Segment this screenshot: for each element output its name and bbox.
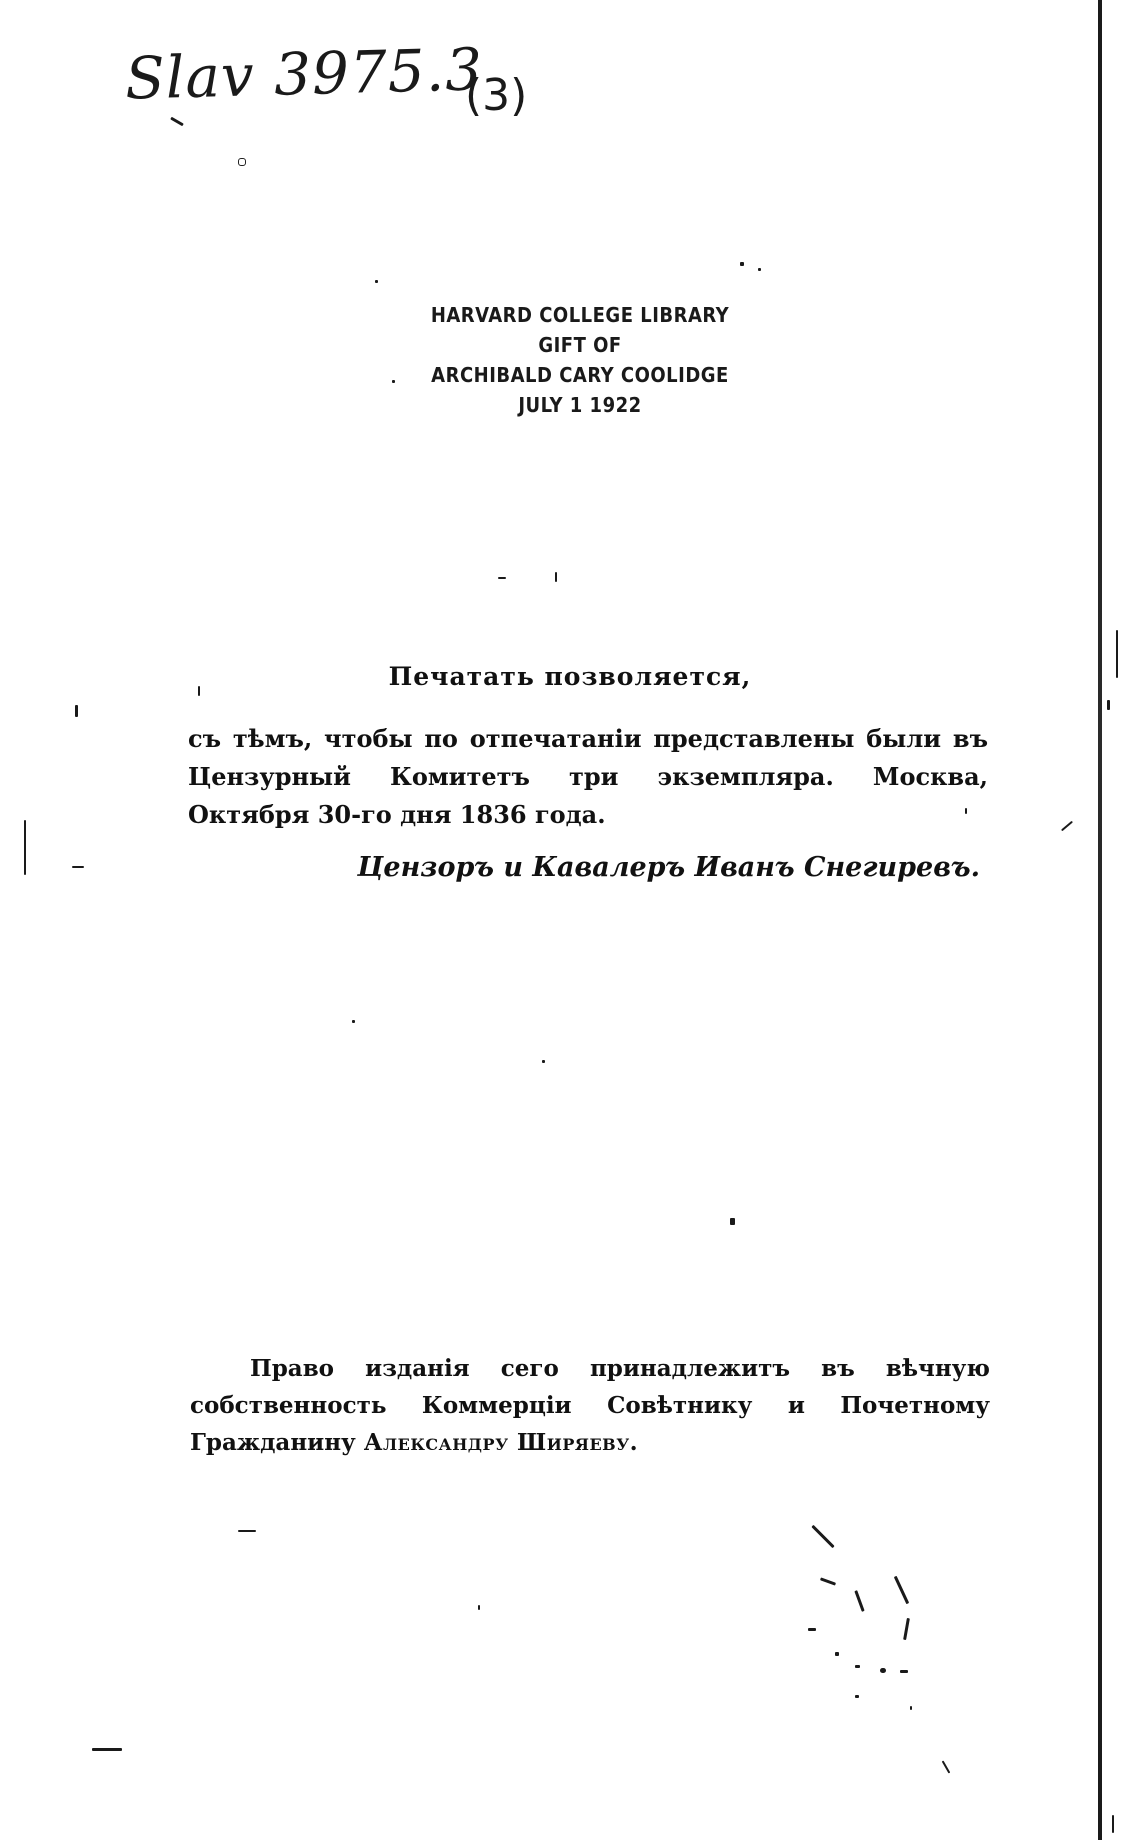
- handwritten-volume-number: (3): [465, 70, 528, 121]
- scan-speck: [375, 280, 378, 283]
- scan-speck: [855, 1695, 859, 1698]
- stamp-line-gift: GIFT OF: [538, 333, 622, 357]
- scan-speck: [910, 1706, 912, 1710]
- censor-approval-paragraph: съ тѣмъ, чтобы по отпечатаніи представлены были въ Цензурный Комитетъ три экземпляра. Москва, Октября 30-го дня 1836 года.: [188, 724, 988, 829]
- scan-speck: [75, 705, 78, 717]
- scan-speck: [808, 1628, 816, 1631]
- rights-text: Право изданія сего принадлежитъ въ вѣчную собственность Коммерціи Совѣтнику и Почетному Гражданину: [190, 1355, 990, 1456]
- scan-speck: [392, 380, 395, 383]
- stamp-line-library: HARVARD COLLEGE LIBRARY: [430, 303, 730, 327]
- censor-heading: Печатать позволяется,: [388, 662, 752, 691]
- scan-speck: [478, 1605, 480, 1610]
- publication-rights-text: [190, 1350, 990, 1461]
- scan-speck: [894, 1576, 909, 1604]
- scan-speck: [170, 117, 184, 127]
- handwritten-call-number: Slav 3975.3: [124, 35, 484, 113]
- scan-speck: [1112, 1815, 1114, 1833]
- scan-speck: [942, 1760, 951, 1773]
- scan-speck: [811, 1525, 834, 1548]
- scan-speck: [542, 1060, 545, 1063]
- scan-speck: [854, 1590, 864, 1612]
- scan-speck: [198, 686, 200, 696]
- scan-speck: [820, 1577, 836, 1585]
- censor-approval-text: [188, 720, 988, 834]
- scan-speck: [1116, 630, 1118, 678]
- scan-speck: [730, 1218, 735, 1225]
- scan-speck: [238, 158, 246, 166]
- scan-speck: [555, 572, 557, 582]
- scan-speck: [1107, 700, 1110, 710]
- scan-speck: [92, 1748, 122, 1751]
- scan-speck: [352, 1020, 355, 1023]
- scan-speck: [24, 820, 26, 875]
- scan-speck: [498, 577, 506, 579]
- scan-speck: [238, 1530, 256, 1532]
- stamp-line-date: JULY 1 1922: [518, 393, 642, 417]
- scan-speck: [965, 808, 967, 814]
- rights-owner-name: Александру Ширяеву.: [363, 1429, 639, 1456]
- censor-signature: Цензоръ и Кавалеръ Иванъ Снегиревъ.: [357, 852, 980, 883]
- scan-speck: [758, 268, 761, 271]
- scan-speck: [835, 1652, 839, 1656]
- scan-speck: [1061, 821, 1073, 832]
- scan-speck: [880, 1668, 886, 1673]
- library-stamp: [380, 300, 780, 420]
- scan-speck: [900, 1670, 908, 1673]
- scan-speck: [855, 1665, 860, 1668]
- rights-paragraph: [190, 1350, 990, 1461]
- page-edge-line: [1098, 0, 1102, 1840]
- stamp-line-donor: ARCHIBALD CARY COOLIDGE: [431, 363, 729, 387]
- scan-speck: [72, 866, 84, 868]
- scan-speck: [740, 262, 744, 266]
- scan-speck: [903, 1618, 910, 1640]
